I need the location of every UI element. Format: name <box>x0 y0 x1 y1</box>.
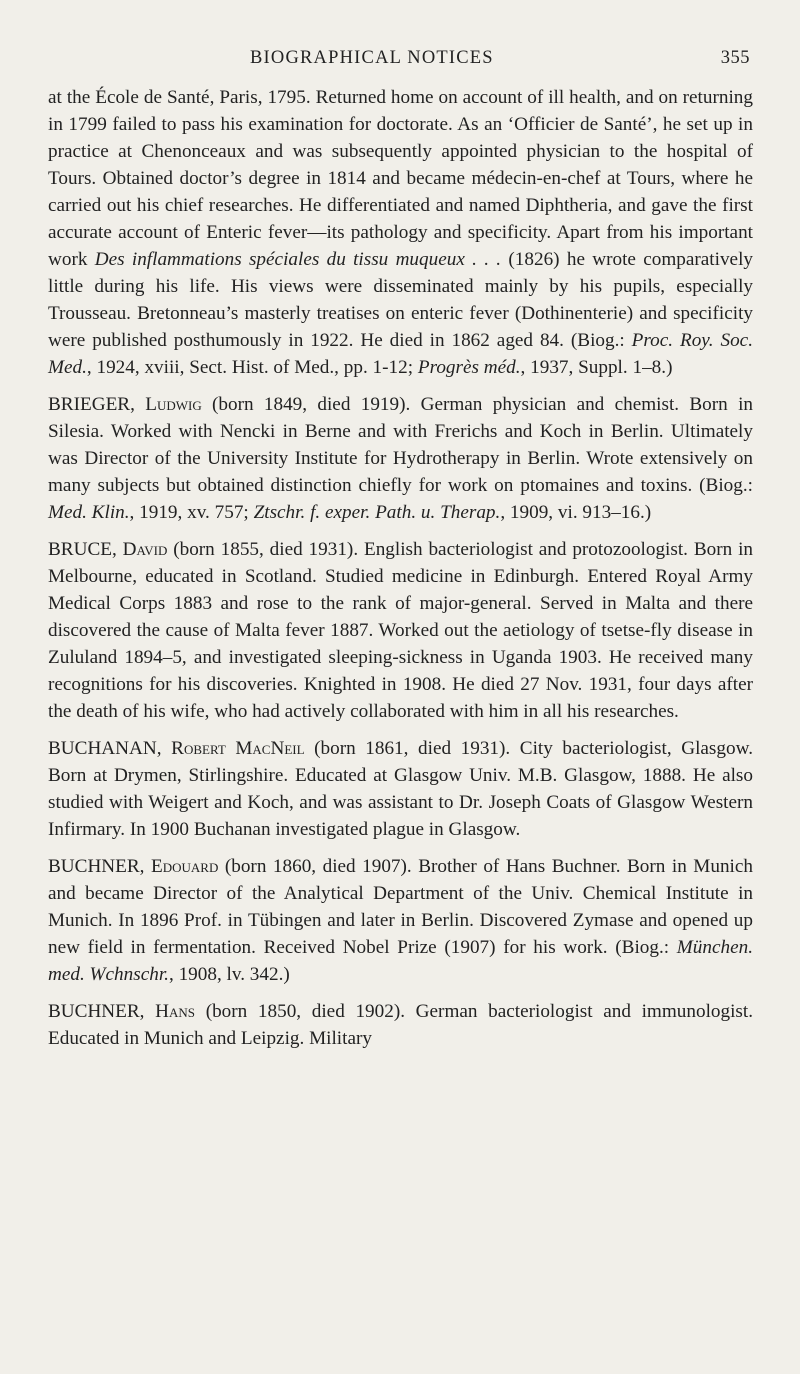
entry-text <box>48 536 753 725</box>
entry-surname: BUCHANAN, <box>48 738 162 759</box>
text-run: , 1909, vi. 913–16.) <box>500 502 652 523</box>
work-title: Des inflammations spéciales du tissu muqueux . . . <box>94 249 502 270</box>
text-run: , 1924, xviii, Sect. Hist. of Med., pp. 1-12; <box>86 357 418 378</box>
text-run: at the École de Santé, Paris, 1795. Returned home on account of ill health, and on returning in 1799 failed to pass his examination for doctorate. As an ‘Officier de Santé’, he set up in practice at Chenonceaux and was subsequently appointed physician to the hospital of Tours. Obtained doctor’s degree in 1814 and became médecin-en-chef at Tours, where he carried out his chief researches. He differentiated and named Diphtheria, and gave the first accurate account of Enteric fever—its pathology and specificity. Apart from his important work <box>48 87 753 270</box>
text-run: (born 1855, died 1931). English bacteriologist and protozoologist. Born in Melbourne, educated in Scotland. Studied medicine in Edinburgh. Entered Royal Army Medical Corps 1883 and rose to the rank of major-general. Served in Malta and there discovered the cause of Malta fever 1887. Worked out the aetiology of tsetse-fly disease in Zululand 1894–5, and investigated sleeping-sickness in Uganda 1903. He received many recognitions for his discoveries. Knighted in 1908. He died 27 Nov. 1931, four days after the death of his wife, who had actively collaborated with him in all his researches. <box>48 539 753 722</box>
entry-bruce <box>48 536 753 725</box>
entry-given-name: Hans <box>155 1001 196 1022</box>
entry-brieger <box>48 391 753 526</box>
page-number: 355 <box>720 48 750 68</box>
entry-buchanan <box>48 735 753 843</box>
text-run: (born 1849, died 1919). German physician and chemist. Born in Silesia. Worked with Nencki in Berne and with Frerichs and Koch in Berlin. Ultimately was Director of the University Institute for Hydrotherapy in Berlin. Wrote extensively on many subjects but obtained distinction chiefly for work on ptomaines and toxins. (Biog.: <box>48 394 753 496</box>
entry-surname: BUCHNER, <box>48 856 145 877</box>
journal-title: Med. Klin. <box>48 502 130 523</box>
entry-given-name: Ludwig <box>145 394 202 415</box>
entry-given-name: Edouard <box>151 856 219 877</box>
text-run: (born 1860, died 1907). Brother of Hans Buchner. Born in Munich and became Director of the Analytical Department of the Univ. Chemical Institute in Munich. In 1896 Prof. in Tübingen and later in Berlin. Discovered Zymase and opened up new field in fermentation. Received Nobel Prize (1907) for his work. (Biog.: <box>48 856 754 958</box>
text-run: (born 1861, died 1931). City bacteriologist, Glasgow. Born at Drymen, Stirlingshire. Educated at Glasgow Univ. M.B. Glasgow, 1888. He also studied with Weigert and Koch, and was assistant to Dr. Joseph Coats of Glasgow Western Infirmary. In 1900 Buchanan investigated plague in Glasgow. <box>48 738 753 840</box>
entry-given-name: Robert MacNeil <box>171 738 305 759</box>
entry-text <box>48 84 753 381</box>
entry-given-name: David <box>122 539 168 560</box>
entry-surname: BRIEGER, <box>48 394 135 415</box>
running-header <box>220 48 750 74</box>
text-run: , 1908, lv. 342.) <box>168 964 290 985</box>
entry-buchner-edouard <box>48 853 753 988</box>
header-title: BIOGRAPHICAL NOTICES <box>250 48 494 68</box>
entry-buchner-hans <box>48 998 753 1052</box>
text-run: (born 1850, died 1902). German bacteriologist and immunologist. Educated in Munich and Leipzig. Military <box>48 1001 754 1049</box>
text-run: , 1919, xv. 757; <box>129 502 254 523</box>
entry-text <box>48 735 753 843</box>
journal-title: München. med. Wchnschr. <box>48 937 753 985</box>
entry-text <box>48 853 753 988</box>
journal-title: Proc. Roy. Soc. Med. <box>48 330 753 378</box>
entry-bretonneau-continuation <box>48 84 753 381</box>
entry-surname: BRUCE, <box>48 539 117 560</box>
journal-title: Progrès méd. <box>417 357 521 378</box>
journal-title: Ztschr. f. exper. Path. u. Therap. <box>253 502 501 523</box>
entry-surname: BUCHNER, <box>48 1001 145 1022</box>
text-run: , 1937, Suppl. 1–8.) <box>520 357 673 378</box>
entry-text <box>48 998 753 1052</box>
entry-text <box>48 391 753 526</box>
page-body <box>48 84 753 1062</box>
text-run: (1826) he wrote comparatively little during his life. His views were disseminated mainly by his pupils, especially Trousseau. Bretonneau’s masterly treatises on enteric fever (Dothinenterie) and specificity were published posthumously in 1922. He died in 1862 aged 84. (Biog.: <box>48 249 753 351</box>
